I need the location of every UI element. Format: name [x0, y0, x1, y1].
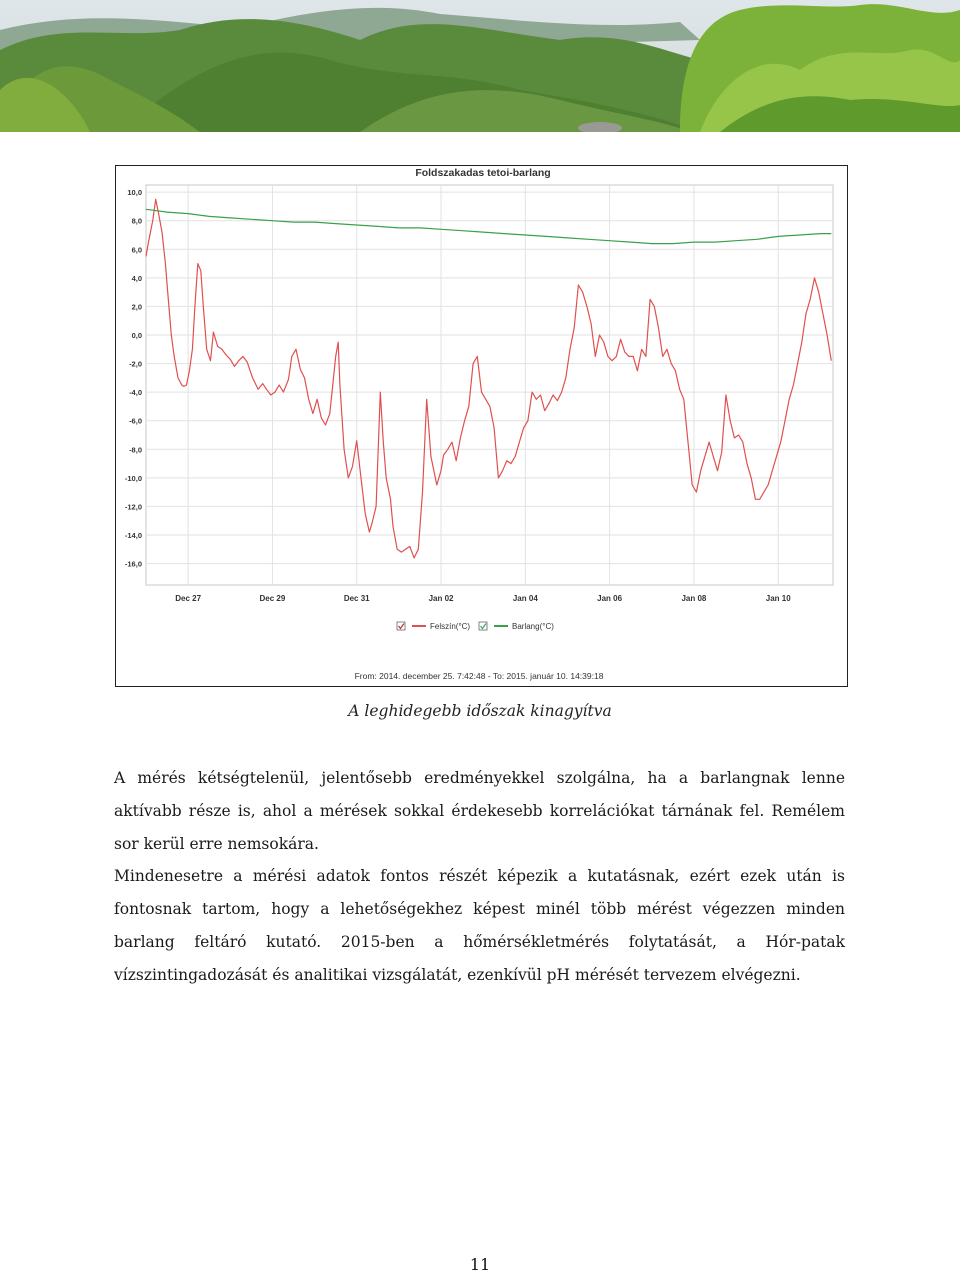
paragraph-1-text: A mérés kétségtelenül, jelentősebb eredményekkel szolgálna, ha a barlangnak lenne aktívabb része is, ahol a mérések sokkal érdekesebb korrelációkat tárnának fel. Remélem sor kerül erre nemsokára. [114, 769, 845, 853]
x-tick-label: Dec 29 [259, 594, 286, 603]
series-lines [146, 199, 831, 558]
legend-swatch-barlang [494, 625, 508, 627]
legend-swatch-felszin [412, 625, 426, 627]
plot-area [146, 185, 833, 585]
x-tick-label: Dec 31 [343, 594, 370, 603]
y-tick-label: -14,0 [124, 531, 142, 540]
series-line-barlang [146, 209, 831, 243]
y-tick-label: 4,0 [131, 273, 142, 283]
temperature-line-chart [116, 166, 847, 686]
y-tick-label: 0,0 [131, 331, 142, 340]
legend-item-felszin[interactable] [397, 622, 470, 631]
y-axis [125, 188, 142, 568]
paragraph-2 [114, 860, 845, 992]
chart-date-range: From: 2014. december 25. 7:42:48 - To: 2015. január 10. 14:39:18 [354, 671, 604, 681]
x-tick-label: Jan 04 [512, 594, 538, 603]
paragraph-2-text: Mindenesetre a mérési adatok fontos részét képezik a kutatásnak, ezért ezek után is fontosnak tartom, hogy a lehetőségekhez képest minél több mérést végezzen minden barlang feltáró kutató. 2015-ben a hőmérsékletmérés folytatását, a Hór-patak vízszintingadozását és analitikai vizsgálatát, ezenkívül pH mérését tervezem elvégezni. [114, 867, 845, 984]
landscape-illustration [0, 0, 960, 132]
y-tick-label: -16,0 [124, 559, 142, 569]
y-tick-label: -6,0 [129, 416, 142, 426]
chart-title: Foldszakadas tetoi-barlang [415, 167, 551, 179]
temperature-chart-figure [115, 165, 848, 687]
x-axis [175, 594, 791, 603]
x-tick-label: Jan 08 [681, 594, 707, 603]
y-tick-label: 10,0 [127, 188, 142, 198]
landscape-banner-photo [0, 0, 960, 132]
y-tick-label: 2,0 [131, 302, 142, 312]
figure-caption: A leghidegebb időszak kinagyítva [348, 702, 612, 720]
series-line-felszin [146, 199, 831, 558]
legend-label-felszin: Felszín(°C) [430, 622, 471, 631]
x-tick-label: Dec 27 [175, 594, 202, 603]
y-tick-label: -12,0 [124, 502, 142, 512]
x-tick-label: Jan 06 [597, 594, 623, 603]
y-tick-label: 6,0 [131, 245, 142, 255]
x-tick-label: Jan 10 [765, 594, 791, 603]
page-number: 11 [469, 1255, 491, 1274]
x-tick-label: Jan 02 [428, 594, 454, 603]
y-tick-label: -8,0 [129, 445, 142, 455]
y-tick-label: 8,0 [131, 216, 142, 226]
y-tick-label: -4,0 [129, 388, 142, 398]
legend-item-barlang[interactable] [479, 622, 554, 631]
grid-lines [146, 185, 833, 585]
legend-label-barlang: Barlang(°C) [512, 622, 554, 631]
y-tick-label: -10,0 [124, 473, 142, 483]
y-tick-label: -2,0 [129, 359, 142, 369]
paragraph-1 [114, 762, 845, 861]
chart-legend [397, 622, 554, 631]
